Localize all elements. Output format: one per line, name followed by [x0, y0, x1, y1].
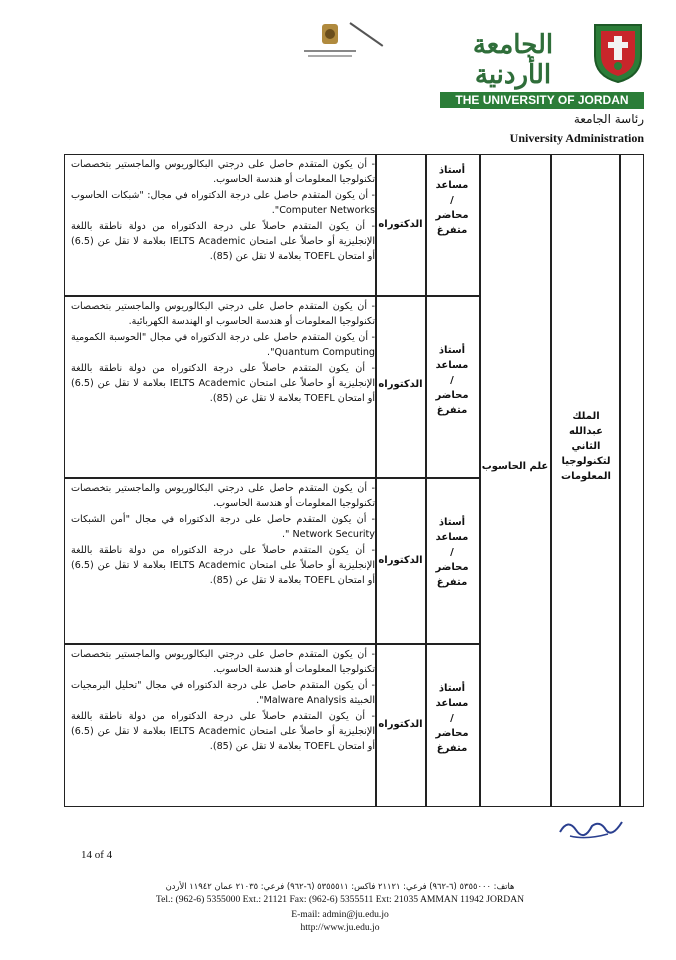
requirement-item: - أن يكون المتقدم حاصل على درجتي البكالوريوس والماجستير بتخصصات تكنولوجيا المعلومات أو هندسة الحاسوب او الهندسة الكهربائية.	[71, 301, 375, 328]
rank-cell: أستاذ مساعد / محاضر متفرغ	[435, 517, 469, 588]
university-name-english: THE UNIVERSITY OF JORDAN	[440, 92, 644, 108]
degree-cell: الدكتوراه	[378, 555, 423, 566]
requirement-item: - أن يكون المتقدم حاصلاً على درجة الدكتوراه من دولة ناطقة باللغة الإنجليزية أو حاصلاً على امتحان IELTS Academic بعلامة لا تقل عن (6.5) أو امتحان TOEFL بعلامة لا تقل عن (85).	[71, 544, 375, 587]
administration-english: University Administration	[509, 131, 644, 145]
contact-line-arabic: هاتف: ٥٣٥٥٠٠٠ (٦-٩٦٢) فرعي: ٢١١٢١ فاكس: ٥٣٥٥٥١١ (٦-٩٦٢) فرعي: ٢١٠٣٥ عمان ١١٩٤٢ الأردن	[165, 881, 515, 891]
rank-cell: أستاذ مساعد / محاضر متفرغ	[435, 683, 469, 754]
row-divider	[65, 477, 479, 479]
administration-arabic: رئاسة الجامعة	[573, 112, 644, 126]
rank-cell: أستاذ مساعد / محاضر متفرغ	[435, 345, 469, 416]
requirements-cell	[71, 157, 375, 265]
requirement-item: - أن يكون المتقدم حاصلاً على درجة الدكتوراه من دولة ناطقة باللغة الإنجليزية أو حاصلاً على امتحان IELTS Academic بعلامة لا تقل عن (6.5) أو امتحان TOEFL بعلامة لا تقل عن (85).	[71, 220, 375, 263]
requirement-item: - أن يكون المتقدم حاصل على درجة الدكتوراه في مجال "تحليل البرمجيات الخبيثة Malware Analysis".	[71, 679, 375, 707]
requirements-cell	[71, 481, 375, 589]
rank-cell: أستاذ مساعد / محاضر متفرغ	[435, 165, 469, 236]
positions-table	[64, 154, 644, 807]
degree-cell: الدكتوراه	[378, 719, 423, 730]
university-name-arabic: الجامعة الأردنية	[472, 30, 554, 90]
column-divider	[619, 155, 621, 806]
row-divider	[65, 643, 479, 645]
header-divider	[470, 108, 644, 109]
university-crest-logo	[592, 22, 644, 84]
contact-email[interactable]: E-mail: admin@ju.edu.jo	[291, 909, 389, 920]
requirement-item: - أن يكون المتقدم حاصل على درجتي البكالوريوس والماجستير بتخصصات تكنولوجيا المعلومات أو هندسة الحاسوب.	[71, 649, 375, 676]
requirement-item: - أن يكون المتقدم حاصل على درجتي البكالوريوس والماجستير بتخصصات تكنولوجيا المعلومات أو هندسة الحاسوب.	[71, 159, 375, 186]
signature	[556, 812, 626, 842]
contact-website[interactable]: http://www.ju.edu.jo	[300, 922, 380, 933]
degree-cell: الدكتوراه	[378, 219, 423, 230]
requirement-item: - أن يكون المتقدم حاصل على درجة الدكتوراه في مجال: "شبكات الحاسوب Computer Networks".	[71, 189, 375, 217]
requirement-item: - أن يكون المتقدم حاصلاً على درجة الدكتوراه من دولة ناطقة باللغة الإنجليزية أو حاصلاً على امتحان IELTS Academic بعلامة لا تقل عن (6.5) أو امتحان TOEFL بعلامة لا تقل عن (85).	[71, 362, 375, 405]
degree-cell: الدكتوراه	[378, 379, 423, 390]
column-divider	[479, 155, 481, 806]
row-divider	[65, 295, 479, 297]
center-stamp-logo	[300, 18, 360, 78]
page-number: 14 of 4	[81, 849, 113, 861]
requirements-cell	[71, 647, 375, 755]
requirement-item: - أن يكون المتقدم حاصل على درجة الدكتوراه في مجال "الحوسبة الكمومية Quantum Computing".	[71, 331, 375, 359]
requirement-item: - أن يكون المتقدم حاصلاً على درجة الدكتوراه من دولة ناطقة باللغة الإنجليزية أو حاصلاً على امتحان IELTS Academic بعلامة لا تقل عن (6.5) أو امتحان TOEFL بعلامة لا تقل عن (85).	[71, 710, 375, 753]
requirements-cell	[71, 299, 375, 407]
department-cell: علم الحاسوب	[481, 461, 549, 472]
requirement-item: - أن يكون المتقدم حاصل على درجتي البكالوريوس والماجستير بتخصصات تكنولوجيا المعلومات أو هندسة الحاسوب.	[71, 483, 375, 510]
requirement-item: - أن يكون المتقدم حاصل على درجة الدكتوراه في مجال "أمن الشبكات Network Security ".	[71, 513, 375, 541]
contact-line-english: Tel.: (962-6) 5355000 Ext.: 21121 Fax: (962-6) 5355511 Ext: 21035 AMMAN 11942 JORDAN	[155, 894, 525, 905]
column-divider	[375, 155, 377, 806]
faculty-cell: الملك عبدالله الثاني لتكنولوجيا المعلومات	[561, 411, 611, 482]
column-divider	[550, 155, 552, 806]
